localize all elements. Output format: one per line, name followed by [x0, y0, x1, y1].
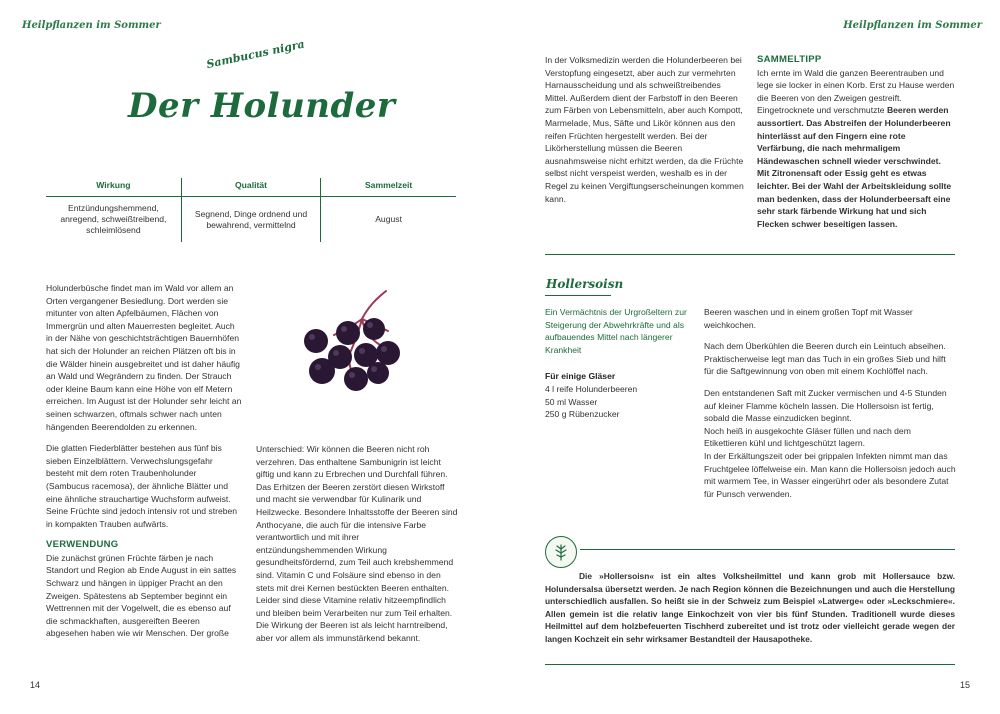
note-bottom-rule: [545, 664, 955, 665]
running-header-right: Heilpflanzen im Sommer: [843, 20, 982, 31]
table-header-qualitaet: Qualität: [181, 178, 320, 197]
ingredient-item: 50 ml Wasser: [545, 396, 598, 407]
right-top-column: [545, 54, 745, 214]
table-cell-qualitaet: Segnend, Dinge ordnend und bewahrend, vermittelnd: [181, 197, 320, 243]
table-header-wirkung: Wirkung: [46, 178, 181, 197]
left-column: [46, 282, 242, 649]
ingredient-item: 250 g Rübenzucker: [545, 409, 620, 420]
table-cell-wirkung: Entzündungshemmend, anregend, schweißtreibend, schleimlösend: [60, 203, 167, 235]
table-header-row: [46, 178, 456, 197]
note-badge: [545, 536, 577, 568]
tip-title: SAMMELTIPP: [757, 54, 822, 65]
table-cell-sammelzeit: August: [321, 197, 456, 243]
middle-paragraph: Unterschied: Wir können die Beeren nicht roh verzehren. Das enthaltene Sambunigrin ist leicht giftig und kann zu Erbrechen und Durchfall führen. Das Erhitzen der Beeren zerstört diesen Wirkstoff und macht sie verwendbar für Kulinarik und Heilzwecke. Besondere Inhaltsstoffe der Beeren sind Anthocyane, die auch für die intensive Farbe verantwortlich und mit ihrer entzündungshemmenden Wirkung gesundheitsfördernd, zum Teil auch krebshemmend sind. Vitamin C und Folsäure sind ebenso in den stets mit drei Kernen bestückten Beeren enthalten. Leider sind diese Vitamine relativ hitzeempfindlich und bleiben beim Verarbeiten nur zum Teil erhalten. Die Wirkung der Beeren ist als leicht harntreibend, aber vor allem als immunstärkend bekannt.: [256, 444, 458, 643]
usage-paragraph: Die zunächst grünen Früchte färben je nach Standort und Region ab Ende August in ein sattes Schwarz und hängen in üppiger Pracht an den Zweigen. Spätestens ab September beginnt ein Wettrennen mit der Vogelwelt, die es ebenso auf die schmackhaften, ausgereiften Beeren abgesehen haben wie wir Menschen. Der große: [46, 552, 237, 639]
properties-table: [46, 178, 456, 242]
page-title: Der Holunder: [128, 86, 396, 126]
divider-top: [545, 254, 955, 255]
page-number-right: 15: [959, 680, 970, 690]
ingredient-item: 4 l reife Holunderbeeren: [545, 383, 638, 394]
table-header-sammelzeit: Sammelzeit: [321, 178, 456, 197]
tip-text-bold: Beeren werden aussortiert. Das Abstreifen der Holunderbeeren hinterlässt auf den Fingern eine rote Verfärbung, die nach mehrmaligem Händewaschen schnell wieder verschwindet. Mit Zitronensaft oder Essig geht es etwas leichter. Bei der Wahl der Arbeitskleidung sollte man bedenken, dass der Holunderbeersaft eine sehr stark färbende Wirkung hat und sich Flecken schwer beseitigen lassen.: [757, 105, 952, 229]
table-row: [46, 197, 456, 243]
recipe-step: Beeren waschen und in einem großen Topf mit Wasser weichkochen.: [704, 307, 913, 330]
running-header-left: Heilpflanzen im Sommer: [22, 20, 161, 31]
herb-sprig-icon: [546, 537, 576, 567]
recipe-intro: Ein Vermächtnis der Urgroßeltern zur Steigerung der Abwehrkräfte und als aufbauendes Mittel nach längerer Krankheit: [545, 307, 687, 355]
tip-text: Ich ernte im Wald die ganzen Beerentrauben und lege sie locker in einen Korb. Erst zu Hause werden die Beeren von den Zweigen gestreift. Eingetrocknete und verschmutzte: [757, 67, 955, 116]
recipe-step: Noch heiß in ausgekochte Gläser füllen und nach dem Etikettieren kühl und lichtgeschützt lagern.: [704, 425, 911, 449]
recipe-title-underline: [545, 295, 611, 296]
note-text: Die »Hollersoisn« ist ein altes Volksheilmittel und kann grob mit Hollersauce bzw. Holundersalsa übersetzt werden. Je nach Region können die Bezeichnungen und auch die Herstellung unterschiedlich ausfallen. So heißt sie in der Schweiz zum Beispiel »Latwerge« oder »Leckschmiere«. Allen gemein ist die relativ lange Einkochzeit von vier bis fünf Stunden. Traditionell wurde dieses Heilmittel auf dem holzbefeuerten Tischherd zubereitet und ist trotz oder vielleicht gerade wegen der langen Kochzeit ein sehr wirksamer Bestandteil der Hausapotheke.: [545, 571, 955, 644]
ingredients-list: [545, 370, 695, 420]
leaves-paragraph: Die glatten Fiederblätter bestehen aus fünf bis sieben Einzelblättern. Verwechslungsgefahr besteht mit dem roten Traubenholunder (Sambucus racemosa), der ähnliche Blätter und eine ähnliche strauchartige Wuchsform aufweist. Seine Früchte sind jedoch intensiv rot und streben in kompakten Trauben aufwärts.: [46, 443, 238, 529]
recipe-title: Hollersoisn: [546, 277, 624, 291]
recipe-steps: [704, 306, 956, 509]
recipe-left: [545, 306, 695, 421]
intro-paragraph: Holunderbüsche findet man im Wald vor allem an Orten vergangener Besiedlung. Dort werden sie mitunter von alten Apfelbäumen, Flächen von Immergrün und alten Mauerresten begleitet. Auch in der Nähe von geschichtsträchtigen Bauernhöfen hat sich der Holunder an reichen Plätzen oft bis in die Wälder hinein ausgebreitet und ist daher häufig an Wald und Wegrändern zu finden. Der Strauch oder kleine Baum kann eine Höhe von elf Metern erreichen. Im August ist der Holunder sehr leicht an seinen schwarzen, oftmals schwer nach unten hängenden Beerendolden zu erkennen.: [46, 283, 242, 432]
recipe-step: In der Erkältungszeit oder bei grippalen Infekten nimmt man das Fruchtgelee löffelweise ein. Man kann die Hollersoisn jedoch auch mit warmem Tee, in Wasser eingerührt oder als besondere Zutat für Punsch verwenden.: [704, 450, 956, 499]
latin-name: Sambucus nigra: [205, 37, 306, 71]
middle-column: [256, 443, 458, 654]
elderberry-illustration: [290, 285, 425, 400]
folk-medicine-paragraph: In der Volksmedizin werden die Holunderbeeren bei Verstopfung eingesetzt, aber auch zur vermehrten Harnausscheidung und als schweißtreibendes Mittel. Außerdem dient der Farbstoff in den Beeren zum Färben von Lebensmitteln, aber auch Kompott, Marmelade, Mus, Säfte und Likör können aus den reifen Früchten hergestellt werden. Bei der Likörherstellung müssen die Beeren ausnahmsweise nicht erhitzt werden, da die Früchte selbst nicht verspeist werden, weshalb es in der Regel zu keinen Vergiftungserscheinungen kommen kann.: [545, 55, 744, 204]
tip-box: [757, 54, 955, 239]
page-number-left: 14: [30, 680, 41, 690]
recipe-step: Nach dem Überkühlen die Beeren durch ein Leintuch abseihen. Praktischerweise legt man das Tuch in ein großes Sieb und hilft für die Saftgewinnung von oben mit einem Kochlöffel nach.: [704, 341, 946, 377]
recipe-step: Den entstandenen Saft mit Zucker vermischen und 4-5 Stunden auf kleiner Flamme köcheln lassen. Die Hollersoisn ist fertig, sobald die Masse einzudicken beginnt.: [704, 387, 947, 424]
ingredients-title: Für einige Gläser: [545, 371, 616, 382]
note-top-rule: [580, 549, 955, 550]
section-title-verwendung: VERWENDUNG: [46, 539, 119, 551]
